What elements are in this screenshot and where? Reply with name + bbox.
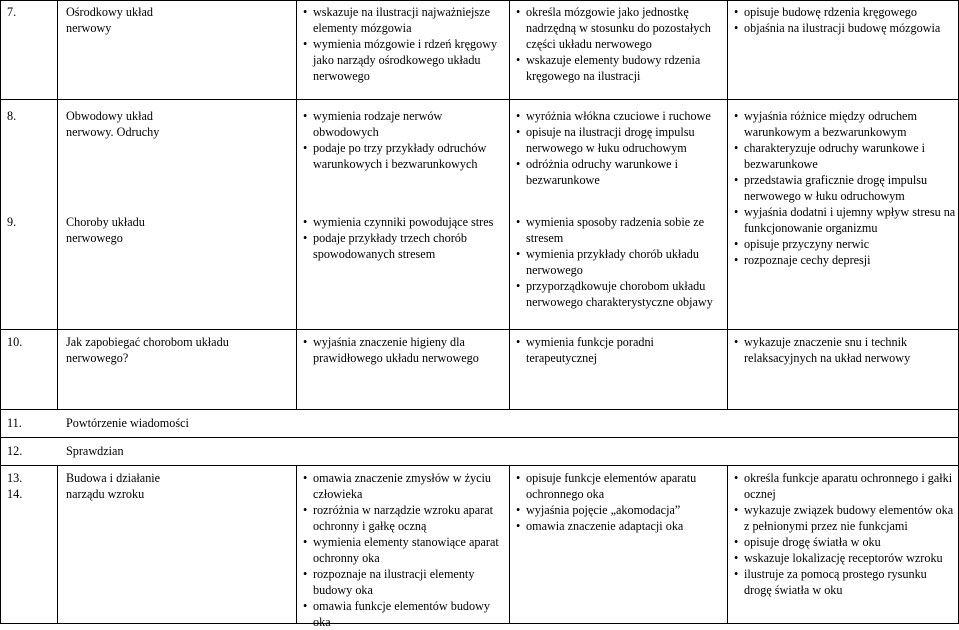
list-item: • wykazuje związek budowy elementów oka z pełnionymi przez nie funkcjami xyxy=(734,502,956,534)
col-divider xyxy=(296,0,297,409)
list-item: • wymienia czynniki powodujące stres xyxy=(303,214,503,230)
list-item: • wyróżnia włókna czuciowe i ruchowe xyxy=(516,108,721,124)
list-item: • podaje przykłady trzech chorób spowodowanych stresem xyxy=(303,230,503,262)
requirements-advanced xyxy=(734,470,956,598)
list-item: • omawia znaczenie adaptacji oka xyxy=(516,518,721,534)
requirements-basic xyxy=(303,4,509,84)
list-item: • wymienia funkcje poradni terapeutycznej xyxy=(516,334,721,366)
list-item: • odróżnia odruchy warunkowe i bezwarunkowe xyxy=(516,156,721,188)
requirements-advanced xyxy=(734,334,958,366)
lesson-number: 10. xyxy=(7,335,23,349)
list-item: • wyjaśnia dodatni i ujemny wpływ stresu na funkcjonowanie organizmu xyxy=(734,204,958,236)
list-item: • przedstawia graficznie drogę impulsu nerwowego w łuku odruchowym xyxy=(734,172,958,204)
requirements-extended xyxy=(516,470,721,534)
requirements-extended xyxy=(516,108,721,188)
list-item: • wyjaśnia różnice między odruchem warunkowym a bezwarunkowym xyxy=(734,108,958,140)
row-divider xyxy=(0,437,959,438)
list-item: • rozpoznaje cechy depresji xyxy=(734,252,958,268)
col-divider xyxy=(57,0,58,409)
requirements-extended xyxy=(516,4,721,84)
list-item: • podaje po trzy przykłady odruchów warunkowych i bezwarunkowych xyxy=(303,140,503,172)
list-item: • opisuje drogę światła w oku xyxy=(734,534,956,550)
col-divider xyxy=(296,465,297,624)
list-item: • charakteryzuje odruchy warunkowe i bezwarunkowe xyxy=(734,140,958,172)
list-item: • przyporządkowuje chorobom układu nerwowego charakterystyczne objawy xyxy=(516,278,721,310)
list-item: • opisuje funkcje elementów aparatu ochronnego oka xyxy=(516,470,721,502)
list-item: • wymienia elementy stanowiące aparat ochronny oka xyxy=(303,534,509,566)
list-item: • ilustruje za pomocą prostego rysunku drogę światła w oku xyxy=(734,566,956,598)
requirements-basic xyxy=(303,108,503,172)
list-item: • wskazuje lokalizację receptorów wzroku xyxy=(734,550,956,566)
list-item: • wymienia rodzaje nerwów obwodowych xyxy=(303,108,503,140)
list-item: • określa mózgowie jako jednostkę nadrzędną w stosunku do pozostałych części układu nerwowego xyxy=(516,4,721,52)
requirements-basic xyxy=(303,334,503,366)
requirements-basic xyxy=(303,214,503,262)
lesson-topic: Jak zapobiegać chorobom układu nerwowego? xyxy=(66,335,229,365)
list-item: • opisuje budowę rdzenia kręgowego xyxy=(734,4,958,20)
lesson-number: 13. 14. xyxy=(7,471,23,501)
requirements-extended xyxy=(516,214,721,310)
col-divider xyxy=(57,465,58,624)
list-item: • omawia znaczenie zmysłów w życiu człowieka xyxy=(303,470,509,502)
lesson-topic: Budowa i działanie narządu wzroku xyxy=(66,471,161,501)
row-divider xyxy=(0,329,959,330)
list-item: • wymienia sposoby radzenia sobie ze stresem xyxy=(516,214,721,246)
list-item: • objaśnia na ilustracji budowę mózgowia xyxy=(734,20,958,36)
requirements-advanced xyxy=(734,4,958,36)
list-item: • rozróżnia w narządzie wzroku aparat ochronny i gałkę oczną xyxy=(303,502,509,534)
requirements-extended xyxy=(516,334,721,366)
col-divider xyxy=(727,465,728,624)
col-divider xyxy=(509,465,510,624)
list-item: • opisuje przyczyny nerwic xyxy=(734,236,958,252)
col-divider xyxy=(509,0,510,409)
col-divider xyxy=(727,0,728,409)
row-divider xyxy=(0,465,959,466)
lesson-topic: Choroby układu nerwowego xyxy=(66,215,145,245)
list-item: • wymienia mózgowie i rdzeń kręgowy jako narządy ośrodkowego układu nerwowego xyxy=(303,36,509,84)
col-divider xyxy=(0,0,1,624)
list-item: • wyjaśnia pojęcie „akomodacja” xyxy=(516,502,721,518)
requirements-basic xyxy=(303,470,509,630)
lesson-topic: Ośrodkowy układ nerwowy xyxy=(66,5,153,35)
requirements-advanced xyxy=(734,108,958,268)
lesson-topic: Sprawdzian xyxy=(66,444,124,458)
list-item: • wyjaśnia znaczenie higieny dla prawidłowego układu nerwowego xyxy=(303,334,503,366)
list-item: • rozpoznaje na ilustracji elementy budowy oka xyxy=(303,566,509,598)
lesson-number: 11. xyxy=(7,416,22,430)
lesson-topic: Powtórzenie wiadomości xyxy=(66,416,189,430)
row-divider xyxy=(0,409,959,410)
lesson-number: 8. xyxy=(7,109,17,123)
lesson-number: 12. xyxy=(7,444,23,458)
list-item: • opisuje na ilustracji drogę impulsu nerwowego w łuku odruchowym xyxy=(516,124,721,156)
list-item: • wykazuje znaczenie snu i technik relaksacyjnych na układ nerwowy xyxy=(734,334,958,366)
row-divider xyxy=(0,0,959,1)
lesson-number: 9. xyxy=(7,215,17,229)
lesson-topic: Obwodowy układ nerwowy. Odruchy xyxy=(66,109,160,139)
list-item: • określa funkcje aparatu ochronnego i gałki ocznej xyxy=(734,470,956,502)
list-item: • wymienia przykłady chorób układu nerwowego xyxy=(516,246,721,278)
lesson-number: 7. xyxy=(7,5,17,19)
list-item: • wskazuje elementy budowy rdzenia kręgowego na ilustracji xyxy=(516,52,721,84)
row-divider xyxy=(0,99,959,100)
list-item: • omawia funkcje elementów budowy oka xyxy=(303,598,509,630)
list-item: • wskazuje na ilustracji najważniejsze elementy mózgowia xyxy=(303,4,509,36)
